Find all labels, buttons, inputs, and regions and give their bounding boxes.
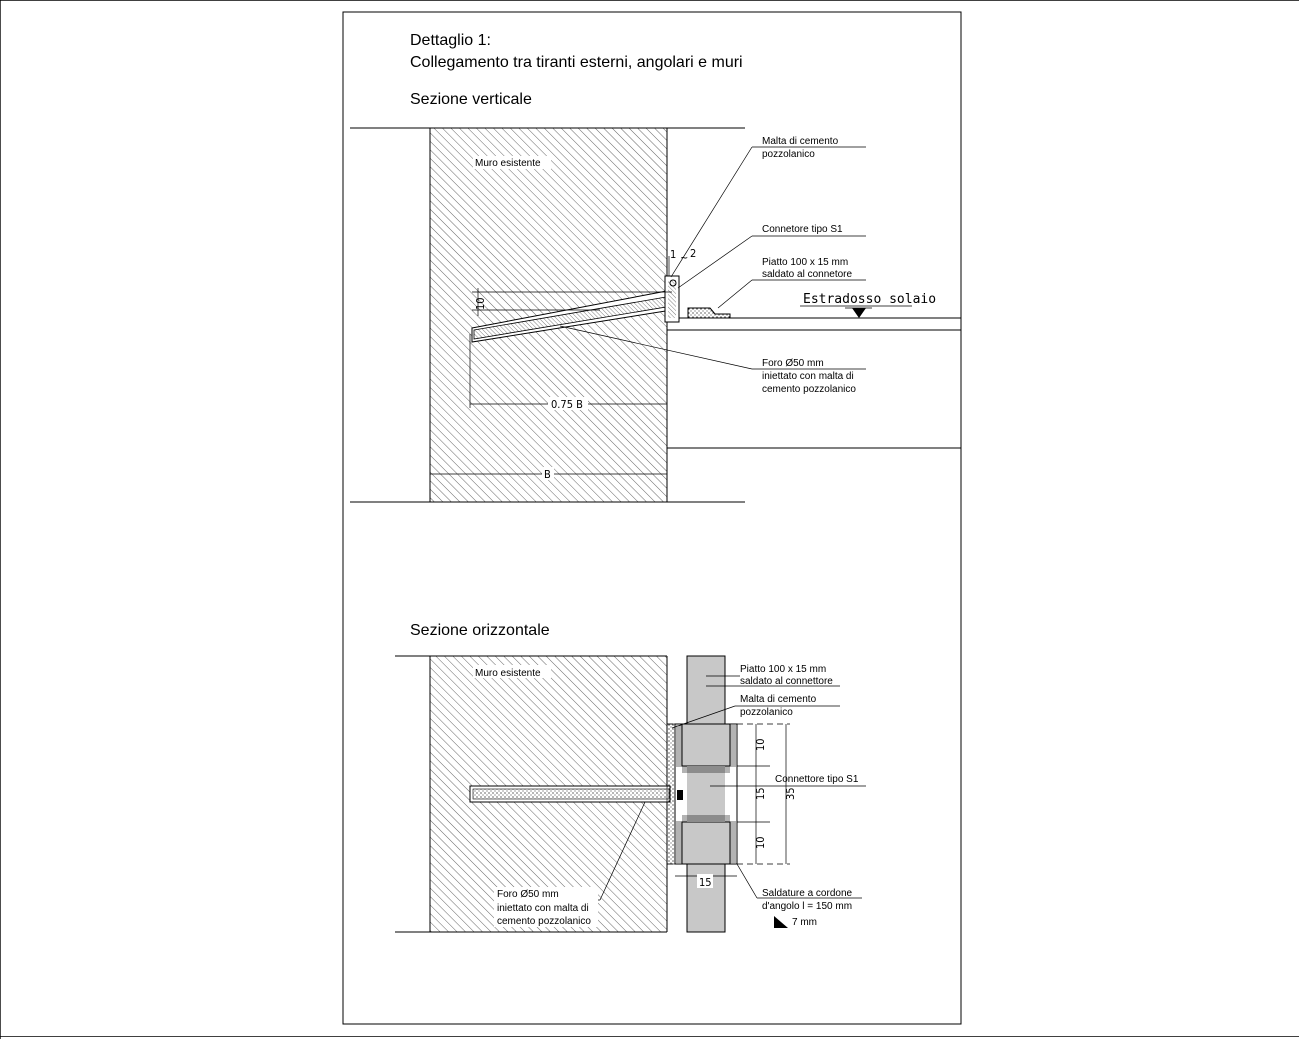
callout-piatto-2: saldato al connetore (762, 269, 853, 280)
h-callout-malta-2: pozzolanico (740, 707, 793, 718)
h-callout-saldature-3: 7 mm (792, 917, 817, 928)
dim-35: 35 (784, 787, 797, 800)
leader-piatto (718, 280, 752, 308)
weld-symbol-icon (774, 916, 788, 928)
leader-malta (671, 147, 752, 277)
h-callout-saldature-2: d'angolo l = 150 mm (762, 901, 853, 912)
h-callout-connettore: Connettore tipo S1 (775, 774, 859, 785)
wall-label-vertical: Muro esistente (475, 158, 541, 169)
dim-w15: 15 (699, 876, 712, 889)
h-leader-saldature (737, 864, 757, 898)
dim-10-bottom: 10 (754, 836, 767, 849)
h-nut (677, 790, 683, 800)
estradosso-label: Estradosso solaio (803, 292, 937, 307)
h-callout-saldature-1: Saldature a cordone (762, 888, 853, 899)
level-marker-icon (852, 308, 866, 318)
horizontal-section (395, 622, 866, 932)
h-connector-upper (682, 724, 730, 766)
horizontal-section-heading: Sezione orizzontale (410, 622, 550, 639)
dim-15-middle: 15 (754, 787, 767, 800)
slope-2: 2 (690, 247, 697, 260)
h-mortar-strip (667, 724, 675, 864)
callout-malta-1: Malta di cemento (762, 136, 839, 147)
h-callout-foro-3: cemento pozzolanico (497, 916, 591, 927)
title-line-2: Collegamento tra tiranti esterni, angolari e muri (410, 54, 743, 71)
h-callout-malta-1: Malta di cemento (740, 694, 817, 705)
dim-width: B (544, 468, 551, 481)
h-callout-foro-1: Foro Ø50 mm (497, 889, 559, 900)
callout-piatto-1: Piatto 100 x 15 mm (762, 257, 849, 268)
leader-connettore (678, 236, 752, 288)
dim-gap: 10 (474, 297, 487, 310)
callout-malta-2: pozzolanico (762, 149, 815, 160)
h-callout-piatto-2: saldato al connettore (740, 676, 833, 687)
vertical-section (350, 91, 961, 502)
h-callout-foro-2: iniettato con malta di (497, 903, 589, 914)
callout-foro-1: Foro Ø50 mm (762, 358, 824, 369)
wall-label-horizontal: Muro esistente (475, 668, 541, 679)
callout-foro-2: iniettato con malta di (762, 371, 854, 382)
callout-connettore: Connetore tipo S1 (762, 224, 843, 235)
dim-10-top: 10 (754, 738, 767, 751)
vertical-section-heading: Sezione verticale (410, 91, 532, 108)
slope-tilde: ~ (680, 251, 689, 264)
plate-vertical (688, 308, 730, 318)
dim-depth: 0.75 B (551, 398, 583, 411)
h-connector-lower (682, 822, 730, 864)
slope-1: 1 (670, 248, 677, 261)
h-callout-piatto-1: Piatto 100 x 15 mm (740, 664, 827, 675)
h-tie-rod (473, 789, 669, 799)
h-plate-middle (687, 766, 725, 822)
callout-foro-3: cemento pozzolanico (762, 384, 856, 395)
title-line-1: Dettaglio 1: (410, 32, 491, 49)
